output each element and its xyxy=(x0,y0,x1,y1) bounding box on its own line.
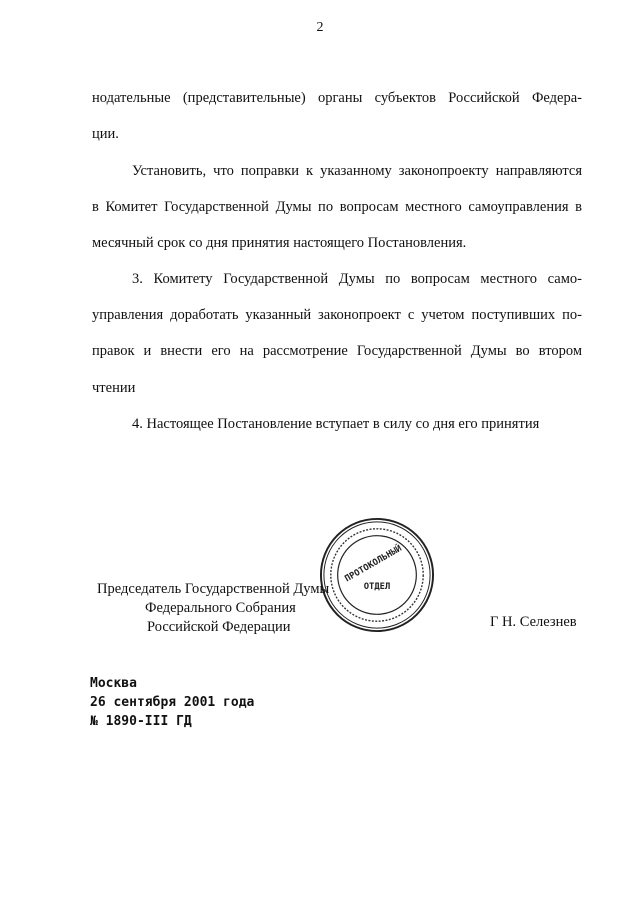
stamp-center-top: ПРОТОКОЛЬНЫЙ xyxy=(343,543,404,585)
page-number: 2 xyxy=(316,20,324,35)
paragraph-1-line-2: ции. xyxy=(92,126,119,142)
paragraph-2-line-1: Установить, что поправки к указанному законопроекту направляются xyxy=(132,163,582,179)
signature-title-line-2: Федерального Собрания xyxy=(145,600,296,616)
paragraph-3-line-2: управления доработать указанный законопроект с учетом поступивших по- xyxy=(92,307,582,323)
footer-city: Москва xyxy=(90,676,137,691)
signature-title-line-3: Российской Федерации xyxy=(147,619,291,635)
document-footer xyxy=(90,674,254,731)
footer-date: 26 сентября 2001 года xyxy=(90,695,255,710)
paragraph-4-line-1: 4. Настоящее Постановление вступает в силу со дня его принятия xyxy=(132,416,540,432)
paragraph-3-line-1: 3. Комитету Государственной Думы по вопросам местного само- xyxy=(132,271,582,287)
paragraph-2-line-2: в Комитет Государственной Думы по вопросам местного самоуправления в xyxy=(92,199,582,215)
paragraph-3-line-3: правок и внести его на рассмотрение Государственной Думы во втором xyxy=(92,343,582,359)
signature-block xyxy=(97,580,329,637)
stamp-middle-ring xyxy=(324,522,430,628)
footer-number: № 1890-III ГД xyxy=(90,714,192,729)
signatory-name: Г Н. Селезнев xyxy=(490,614,577,630)
paragraph-2-line-3: месячный срок со дня принятия настоящего Постановления. xyxy=(92,235,467,251)
stamp-center-bottom: ОТДЕЛ xyxy=(363,581,391,592)
signature-title-line-1: Председатель Государственной Думы xyxy=(97,581,330,597)
paragraph-1-line-1: нодательные (представительные) органы субъектов Российской Федера- xyxy=(92,90,582,106)
paragraph-3-line-4: чтении xyxy=(92,380,136,396)
official-seal-stamp xyxy=(318,516,436,634)
